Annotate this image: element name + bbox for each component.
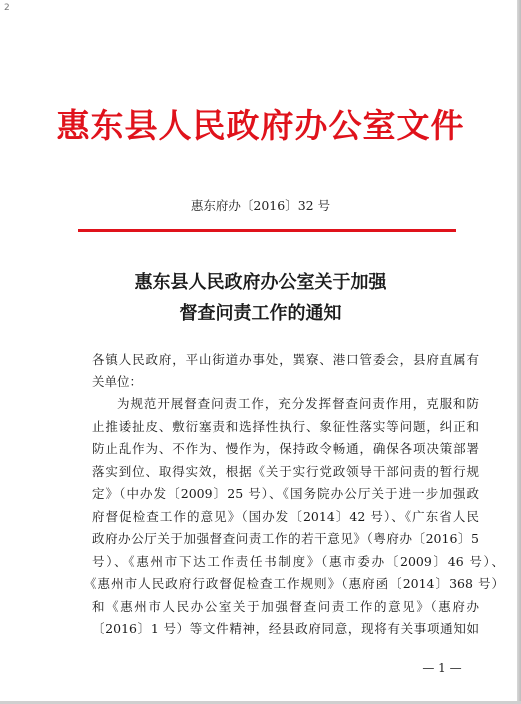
body-line-2: 关单位：	[92, 374, 143, 389]
body-line-10: 号）、《惠州市下达工作责任书制度》（惠市委办〔2009〕46 号）、	[92, 554, 504, 569]
body-line-7: 定》（中办发〔2009〕25 号）、《国务院办公厅关于进一步加强政	[92, 486, 479, 501]
body-line-1: 各镇人民政府，平山街道办事处，巽寮、港口管委会，县府直属有	[92, 352, 479, 367]
document-title-line-2: 督查问责工作的通知	[179, 303, 342, 324]
red-separator-line	[78, 229, 456, 232]
body-line-5: 防止乱作为、不作为、慢作为，保持政令畅通，确保各项决策部署	[92, 441, 479, 456]
document-number: 惠东府办〔2016〕32 号	[190, 198, 331, 213]
body-line-11: 《惠州市人民政府行政督促检查工作规则》（惠府函〔2014〕368 号）	[84, 576, 504, 591]
body-line-4: 止推诿扯皮、敷衍塞责和选择性执行、象征性落实等问题，纠正和	[92, 419, 479, 434]
body-line-13: 〔2016〕1 号）等文件精神，经县政府同意，现将有关事项通知如	[92, 621, 479, 636]
body-line-3: 为规范开展督查问责工作，充分发挥督查问责作用，克服和防	[117, 396, 479, 411]
body-line-8: 府督促检查工作的意见》（国办发〔2014〕42 号）、《广东省人民	[92, 509, 479, 524]
body-line-12: 和《惠州市人民办公室关于加强督查问责工作的意见》（惠府办	[92, 599, 479, 614]
body-line-9: 政府办公厅关于加强督查问责工作的若干意见》（粤府办〔2016〕5	[92, 531, 479, 546]
page-number: — 1 —	[422, 661, 462, 675]
corner-mark: 2	[4, 3, 10, 13]
document-header: 惠东县人民政府办公室文件	[56, 106, 465, 145]
body-line-6: 落实到位、取得实效，根据《关于实行党政领导干部问责的暂行规	[92, 464, 479, 479]
document-title-line-1: 惠东县人民政府办公室关于加强	[134, 272, 387, 293]
